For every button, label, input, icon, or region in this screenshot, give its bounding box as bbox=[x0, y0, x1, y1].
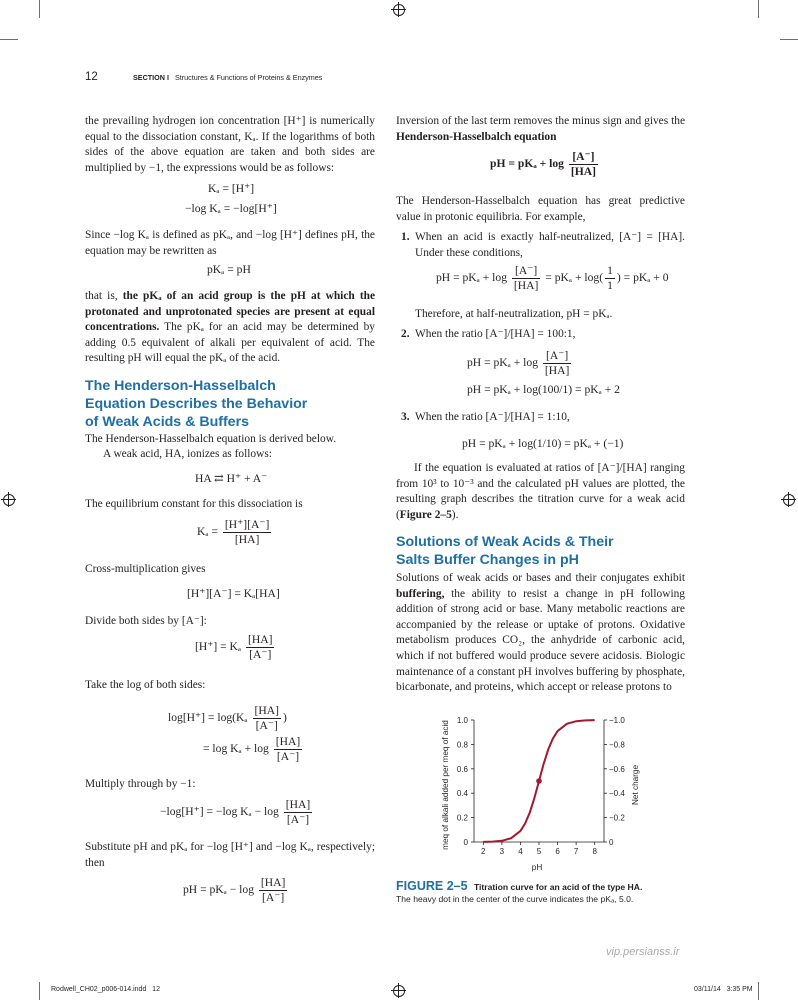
figure-ref: Figure 2–5 bbox=[399, 508, 452, 521]
eq-lhs: pH = pKₐ − log bbox=[183, 883, 254, 897]
y2-tick-label: 0 bbox=[609, 838, 614, 847]
numerator: [HA] bbox=[254, 704, 279, 717]
list-number: 3. bbox=[401, 411, 410, 423]
denominator: [A⁻] bbox=[262, 891, 285, 904]
paragraph: the prevailing hydrogen ion concentration [H⁺] is numerically equal to the dissociation constant, Kₐ. If the logarithms of both sides of the above equation are taken and both sides are multiplied by −1, the expressions would be as follows: bbox=[85, 115, 375, 174]
y2-tick-label: −1.0 bbox=[609, 716, 625, 725]
eq-lhs: pH = pKₐ + log bbox=[490, 157, 564, 171]
y-tick-label: 0.8 bbox=[456, 740, 468, 750]
crop-mark bbox=[780, 39, 798, 40]
list-text: When the ratio [A⁻]/[HA] = 1:10, bbox=[415, 411, 570, 423]
x-tick-label: 2 bbox=[481, 847, 486, 856]
figure-label: FIGURE 2–5 bbox=[396, 879, 468, 893]
numerator: [A⁻] bbox=[512, 264, 540, 279]
list-text: When an acid is exactly half-neutralized, [A⁻] = [HA]. Under these conditions, bbox=[415, 231, 685, 259]
paragraph bbox=[396, 461, 685, 523]
eq-mid: = pKₐ + log( bbox=[545, 271, 604, 285]
registration-mark-icon bbox=[3, 494, 15, 506]
y2-tick-label: −0.6 bbox=[609, 764, 625, 774]
section-label: SECTION I bbox=[133, 73, 169, 82]
paragraph bbox=[85, 289, 375, 367]
section-header bbox=[133, 73, 322, 82]
numerator: [HA] bbox=[260, 876, 286, 889]
eq-paren: ) bbox=[282, 711, 287, 725]
equation bbox=[160, 798, 314, 827]
numerator: [A⁻] bbox=[569, 150, 598, 165]
equation bbox=[436, 264, 669, 293]
crop-mark bbox=[758, 982, 759, 1000]
equation bbox=[490, 150, 600, 179]
y2-tick-label: −0.4 bbox=[609, 789, 625, 799]
crop-mark bbox=[0, 39, 18, 40]
denominator: [HA] bbox=[513, 279, 539, 292]
list-text: When the ratio [A⁻]/[HA] = 100:1, bbox=[415, 328, 576, 340]
paragraph bbox=[396, 571, 685, 696]
text-run: the ability to resist a change in pH following addition of strong acid or base. Many metabolic reactions are accompanied by the release or uptake of protons. Oxidative metabolism produces CO₂, the anhydride of carbonic acid, which if not buffered would produce severe acidosis. Biologic maintenance of a constant pH involves buffering by phosphate, bicarbonate, and proteins, which accept or release protons to bbox=[396, 587, 685, 694]
crop-mark bbox=[39, 0, 40, 18]
page-number: 12 bbox=[85, 71, 98, 83]
equation: [H⁺][A⁻] = Kₐ[HA] bbox=[187, 587, 280, 600]
list-item bbox=[401, 327, 685, 343]
registration-mark-icon bbox=[393, 4, 405, 16]
x-tick-label: 5 bbox=[536, 847, 542, 856]
paragraph: Therefore, at half-neutralization, pH = pKₐ. bbox=[415, 308, 613, 320]
numerator: 1 bbox=[607, 264, 613, 277]
heading-line: Salts Buffer Changes in pH bbox=[396, 552, 579, 568]
paragraph: Take the log of both sides: bbox=[85, 679, 206, 691]
x-tick-label: 4 bbox=[518, 847, 523, 856]
equation bbox=[168, 704, 287, 733]
heading-line: Solutions of Weak Acids & Their bbox=[396, 534, 614, 550]
paragraph: Cross-multiplication gives bbox=[85, 563, 206, 575]
footer-file: Rodwell_CH02_p006-014.indd 12 bbox=[51, 986, 160, 993]
registration-mark-icon bbox=[783, 494, 795, 506]
fraction bbox=[543, 349, 571, 378]
text-run: Solutions of weak acids or bases and their conjugates exhibit bbox=[396, 572, 685, 584]
equation bbox=[195, 633, 276, 662]
numerator: [H⁺][A⁻] bbox=[224, 518, 270, 531]
eq-lhs: −log[H⁺] = −log Kₐ − log bbox=[160, 805, 279, 819]
heading-line: The Henderson-Hasselbalch bbox=[85, 378, 276, 394]
x-tick-label: 8 bbox=[592, 847, 597, 856]
paragraph: The Henderson-Hasselbalch equation has great predictive value in protonic equilibria. For example, bbox=[396, 195, 685, 223]
text-bold: the pKₐ of an acid group is the pH at which the protonated and unprotonated species are present at equal concentrations. bbox=[85, 290, 375, 334]
footer-date: 03/11/14 3:35 PM bbox=[694, 986, 753, 993]
fraction bbox=[512, 264, 540, 293]
denominator: [A⁻] bbox=[255, 719, 278, 732]
y2-tick-label: −0.2 bbox=[609, 813, 625, 823]
eq-lhs: pH = pKₐ + log bbox=[436, 271, 507, 285]
x-tick-label: 6 bbox=[555, 847, 560, 856]
paragraph: Multiply through by −1: bbox=[85, 778, 196, 790]
equation: HA ⇄ H⁺ + A⁻ bbox=[195, 472, 268, 485]
y-tick-label: 0 bbox=[463, 838, 468, 847]
denominator: [A⁻] bbox=[276, 750, 300, 763]
fraction bbox=[274, 735, 302, 764]
section-heading bbox=[85, 377, 375, 431]
equation bbox=[467, 349, 573, 378]
fraction bbox=[246, 633, 274, 662]
paragraph bbox=[396, 114, 685, 145]
eq-end: ) = pKₐ + 0 bbox=[616, 271, 669, 285]
eq-lhs: Kₐ = bbox=[197, 525, 218, 539]
paragraph: Substitute pH and pKₐ for −log [H⁺] and −log Kₐ, respectively; then bbox=[85, 841, 375, 869]
titration-chart bbox=[436, 710, 696, 875]
equation: Kₐ = [H⁺] bbox=[208, 182, 255, 195]
eq-lhs: log[H⁺] = log(Kₐ bbox=[168, 711, 248, 725]
y-tick-label: 0.6 bbox=[456, 764, 468, 774]
text-run: If the equation is evaluated at ratios of [A⁻]/[HA] ranging from 10³ to 10⁻³ and the calculated pH values are plotted, the resulting graph describes the titration curve for a weak acid ( bbox=[396, 462, 685, 521]
fraction bbox=[253, 704, 281, 733]
numerator: [HA] bbox=[285, 798, 311, 811]
denominator: [HA] bbox=[570, 165, 596, 178]
text-run: that is, bbox=[85, 290, 118, 302]
section-title: Structures & Functions of Proteins & Enzymes bbox=[174, 73, 323, 82]
list-item bbox=[401, 230, 685, 261]
fraction bbox=[605, 264, 615, 293]
equation bbox=[183, 876, 289, 905]
y-tick-label: 0.4 bbox=[456, 789, 468, 799]
list-number: 1. bbox=[401, 231, 410, 243]
denominator: [A⁻] bbox=[249, 648, 272, 661]
denominator: 1 bbox=[607, 279, 613, 292]
list-number: 2. bbox=[401, 328, 410, 340]
watermark: vip.persianss.ir bbox=[606, 946, 680, 958]
figure-caption bbox=[396, 880, 685, 905]
numerator: [HA] bbox=[248, 633, 273, 646]
numerator: [HA] bbox=[275, 735, 301, 748]
text-bold: buffering, bbox=[396, 587, 445, 600]
text-run: ). bbox=[451, 508, 459, 521]
x-axis-label: pH bbox=[531, 863, 543, 872]
denominator: [HA] bbox=[234, 533, 260, 546]
text-run: The pKₐ for an acid may be determined by adding 0.5 equivalent of alkali per equivalent of acid. The resulting pH will equal the pKₐ of the acid. bbox=[85, 321, 375, 365]
text-run: Inversion of the last term removes the minus sign and gives the bbox=[396, 115, 685, 127]
y-axis-label: meq of alkali added per meq of acid bbox=[441, 720, 450, 850]
eq-lhs: = log Kₐ + log bbox=[203, 742, 269, 756]
paragraph: The Henderson-Hasselbalch equation is derived below. bbox=[85, 433, 337, 445]
heading-line: Equation Describes the Behavior bbox=[85, 396, 308, 412]
heading-line: of Weak Acids & Buffers bbox=[85, 414, 249, 430]
equation: pH = pKₐ + log(1/10) = pKₐ + (−1) bbox=[462, 437, 624, 450]
paragraph: The equilibrium constant for this dissociation is bbox=[85, 498, 303, 510]
equation: pH = pKₐ + log(100/1) = pKₐ + 2 bbox=[467, 383, 620, 396]
y-tick-label: 1.0 bbox=[456, 716, 468, 725]
paragraph: Since −log Kₐ is defined as pKₐ, and −log [H⁺] defines pH, the equation may be rewritten as bbox=[85, 229, 375, 257]
eq-lhs: [H⁺] = Kₐ bbox=[195, 640, 242, 654]
fraction bbox=[223, 518, 271, 547]
list-item bbox=[401, 410, 685, 426]
numerator: [A⁻] bbox=[543, 349, 571, 364]
equation: −log Kₐ = −log[H⁺] bbox=[185, 202, 277, 215]
fraction bbox=[569, 150, 598, 179]
denominator: [HA] bbox=[544, 364, 570, 377]
section-heading bbox=[396, 533, 685, 569]
crop-mark bbox=[758, 0, 759, 18]
denominator: [A⁻] bbox=[286, 813, 310, 826]
fraction bbox=[259, 876, 287, 905]
paragraph: Divide both sides by [A⁻]: bbox=[85, 615, 207, 627]
figure-caption-text: The heavy dot in the center of the curve indicates the pKₐ, 5.0. bbox=[396, 894, 634, 904]
x-tick-label: 7 bbox=[573, 847, 579, 856]
figure-title: Titration curve for an acid of the type HA. bbox=[473, 882, 643, 892]
y-tick-label: 0.2 bbox=[456, 813, 468, 823]
paragraph: A weak acid, HA, ionizes as follows: bbox=[103, 448, 272, 460]
equation: pKₐ = pH bbox=[207, 263, 251, 276]
eq-lhs: pH = pKₐ + log bbox=[467, 356, 538, 370]
y2-tick-label: −0.8 bbox=[609, 740, 625, 750]
y2-axis-label: Net charge bbox=[631, 764, 640, 806]
equation bbox=[203, 735, 304, 764]
text-bold: Henderson-Hasselbalch equation bbox=[396, 130, 557, 143]
x-tick-label: 3 bbox=[499, 847, 505, 856]
equation bbox=[197, 518, 273, 547]
registration-mark-icon bbox=[393, 985, 405, 997]
fraction bbox=[284, 798, 312, 827]
crop-mark bbox=[39, 982, 40, 1000]
pka-dot bbox=[536, 778, 542, 784]
